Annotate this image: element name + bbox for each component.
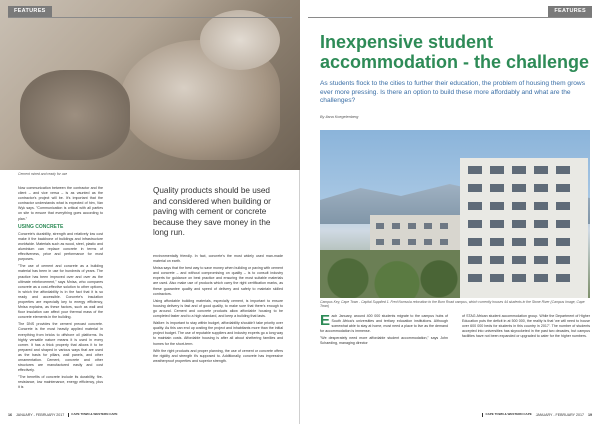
byline: By Ilana Koegelenberg xyxy=(320,115,359,119)
paragraph: "The benefits of concrete include its durability, fire-resistance, low maintenance, energy efficiency, plus it is xyxy=(18,375,103,390)
paragraph: "We desperately need more affordable student accommodation," says John Schaeding, managing director xyxy=(320,336,448,346)
magazine-logo: CAPE TOWN & WESTERN CAPE xyxy=(482,413,531,416)
paragraph: Mnisa says that the best way to save money when building or paving with cement and concrete – and without compromising on quality – is to consult industry experts for guidance on best practice and ensuring the most suitable materials are used. Also make use of products which carry the right certification marks, as these guarantee quality and speed of delivery and safety to maintain skilled contractors. xyxy=(153,266,283,296)
student-housing-photo xyxy=(320,130,590,298)
photo-caption: Cement mixed and ready for use xyxy=(18,172,68,176)
paragraph: The DNS provides the cement precast concrete. Concrete is the most heavily applied material in everything from bricks to offshore oil platforms. Its highly versatile nature means it is used in every corner. It has a thick property that allows it to be prepared and shaped in various ways that are used as the basis for pillars, wall panels, and other ornamentation. Cement, concrete and other structures are manufactured easily and cost effectively. xyxy=(18,322,103,373)
issue-date: JANUARY - FEBRUARY 2017 xyxy=(16,413,65,417)
article-column-1 xyxy=(18,186,103,393)
pull-quote: Quality products should be used and considered when building or paving with cement or concrete because they save money in the long run. xyxy=(153,186,271,237)
section-rule xyxy=(308,17,592,18)
trees xyxy=(320,250,460,298)
article-column-2 xyxy=(153,254,283,366)
section-rule xyxy=(8,17,292,18)
subheading: USING CONCRETE xyxy=(18,223,64,230)
title-line-2: accommodation - the challenge xyxy=(320,52,590,72)
section-label: FEATURES xyxy=(8,6,52,17)
title-line-1: Inexpensive student xyxy=(320,32,494,52)
paragraph: of STAG African student accommodation group. While the Department of Higher Education puts the deficit in at 500 000, the reality is that 'we will need to house over 600 000 beds for students in this country in 2017'. The number of students accepted into universities has skyrocketed in the past two decades, but campus facilities have not been expanded or upgraded to cater for the higher numbers. xyxy=(462,314,590,339)
photo-caption: Campus Key, Cape Town - Capital Supplied 1. Fred Nomvula relocation to the Burn Road campus, which currently houses 44 students in the Stone River (Campus Image, Cape Town) xyxy=(320,300,585,309)
page-number: 19 xyxy=(588,413,592,417)
main-building xyxy=(460,158,588,298)
article-title xyxy=(320,32,590,72)
magazine-logo: CAPE TOWN & WESTERN CAPE xyxy=(68,413,117,416)
standfirst: As students flock to the cities to further their education, the problem of housing them grows ever more pressing. Is there an option to build these more affordably and what are the challenges? xyxy=(320,80,585,105)
paragraph: Concrete's durability, strength and relatively low cost make it the backbone of buildings and infrastructure worldwide. Materials such as wood, steel, plastic and aluminium can replace concrete in terms of effectiveness, price and performance for most purposes. xyxy=(18,231,103,262)
article-column-1 xyxy=(320,314,448,347)
article-column-2 xyxy=(462,314,590,339)
paragraph: environmentally friendly. In fact, concrete's the most widely used man-made material on earth. xyxy=(153,254,283,264)
issue-date: JANUARY - FEBRUARY 2017 xyxy=(535,413,584,417)
page-number: 16 xyxy=(8,413,12,417)
paragraph: Now communication between the contractor and the client – and vice versa – is as vaunted as the contractor's project will be. It's important that the contractor understands what is expected of him, Van Wyk says. "Communication is critical with all parties on site to ensure that everything goes according to plan." xyxy=(18,186,103,221)
page-footer xyxy=(482,413,592,417)
paragraph: Walker: Is important to stay within budget, affordability shouldn't take priority over quality. As this can end up costing the project and inhabitants more than the initial project budget. The use of reputable suppliers and industry experts go a long way to maintain costs. Affordable housing is after all about sheltering families and homes for the short-term. xyxy=(153,321,283,346)
paragraph: With the right products and proper planning, the use of cement or concrete offers the rigidity and strength it's supposed to. Additionally, concrete has impressive weatherproof properties and superior strength. xyxy=(153,348,283,363)
paragraph: Using affordable building materials, especially cement, is important to ensure housing delivery is fast and of good quality, to make sure that there's enough to go around. Cement and concrete products allow affordable housing to be completed faster and to a high standard, and keep a building that lasts. xyxy=(153,298,283,319)
paragraph: ach January, around 400 000 students migrate to the campus hubs of South Africa's universities and tertiary education institutions. Although somewhat able to stay at home, most need a place to live as the demand for accommodation is immense. xyxy=(320,314,448,334)
cement-photo xyxy=(0,0,300,170)
page-footer xyxy=(8,413,118,417)
section-label: FEATURES xyxy=(548,6,592,17)
paragraph: "The use of cement and concrete as a building material has been in use for hundreds of years. The practice has been improved over and over as the ultimate reinforcement," says Mnisa, who compares concrete as a cost-effective solution to other options, in which the affordability is in the fact that it is so ready and accessible. Concrete's insulation properties are especially key to energy efficiency, Mnisa explains, as these factors, such as wall and floor insulation can affect your thermal mass of the concrete elements in the building. xyxy=(18,264,103,320)
drop-cap: E xyxy=(320,312,331,329)
